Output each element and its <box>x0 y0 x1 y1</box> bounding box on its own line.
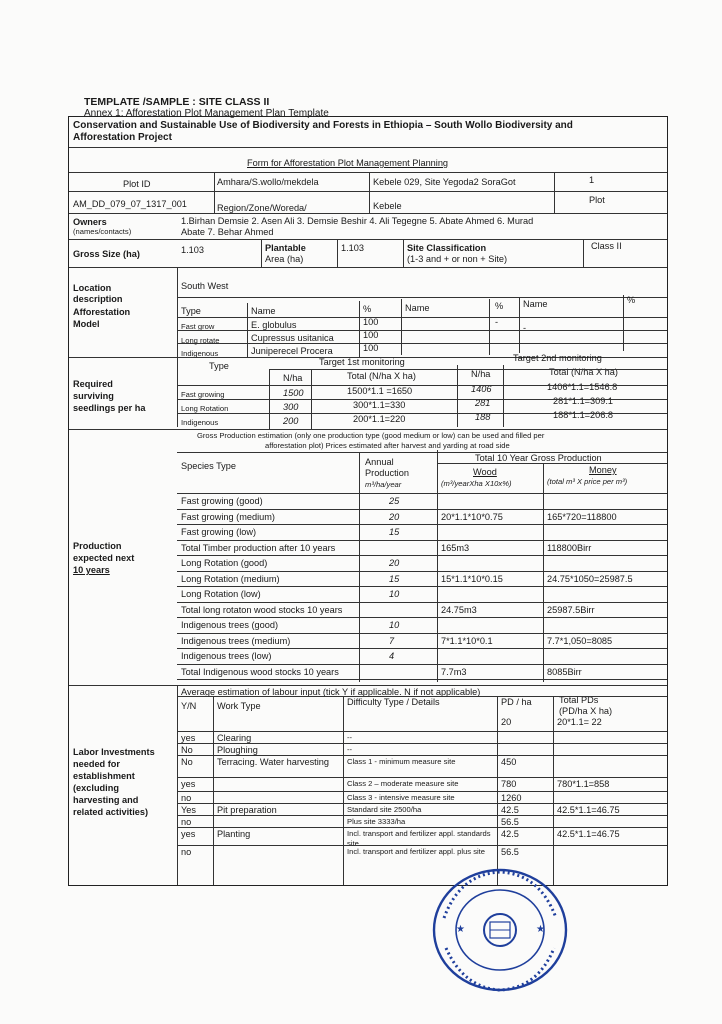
site-class-label: Site Classification <box>407 243 487 253</box>
model-pct-1: 100 <box>363 317 379 327</box>
labor-row-yn: no <box>181 847 192 857</box>
model-h-pct2: % <box>495 301 504 311</box>
plot-number: 1 <box>589 175 595 185</box>
production-row-label: Fast growing (low) <box>181 527 257 537</box>
labor-row-difficulty: Class 1 - minimum measure site <box>347 757 456 766</box>
gross-size-label: Gross Size (ha) <box>73 249 140 259</box>
production-row-money: 7.7*1,050=8085 <box>547 636 613 646</box>
seedlings-h-nha: N/ha <box>283 373 303 383</box>
seedlings-label-2: surviving <box>73 391 114 401</box>
labor-h-yn: Y/N <box>181 701 197 711</box>
labor-label-5: harvesting and <box>73 795 139 805</box>
model-type-3: Indigenous <box>181 349 219 358</box>
annual-header-1: Annual <box>365 457 394 467</box>
seedlings-tot2-1: 1406*1.1=1546.8 <box>547 382 618 392</box>
plot-id-value: AM_DD_079_07_1317_001 <box>73 199 187 209</box>
labor-row-difficulty: Incl. transport and fertilizer appl. plus site <box>347 847 486 856</box>
seedlings-tot2-2: 281*1.1=309.1 <box>553 396 614 406</box>
form-frame <box>68 116 668 886</box>
production-row-annual: 10 <box>389 620 400 630</box>
production-row-annual: 10 <box>389 589 400 599</box>
gross-size-value: 1.103 <box>181 245 204 255</box>
annual-header-2: Production <box>365 468 409 478</box>
owners-label: Owners <box>73 217 107 227</box>
species-type-header: Species Type <box>181 461 236 471</box>
production-row-wood: 165m3 <box>441 543 470 553</box>
production-row-annual: 7 <box>389 636 395 646</box>
official-seal-icon <box>420 862 580 1002</box>
model-name-1: E. globulus <box>251 320 297 330</box>
annex-title: Annex 1: Afforestation Plot Management Plan Template <box>84 108 329 119</box>
labor-row-difficulty: Class 2 – moderate measure site <box>347 779 459 788</box>
labor-h-total2: (PD/ha X ha) <box>559 706 613 716</box>
money-header: Money <box>589 465 617 475</box>
labor-row-work: Pit preparation <box>217 805 277 815</box>
svg-text:★: ★ <box>536 924 545 935</box>
model-h-pct3: % <box>627 295 636 305</box>
seedlings-tot2-3: 188*1.1=206.8 <box>553 410 614 420</box>
seedlings-h-total: Total (N/ha X ha) <box>347 371 416 381</box>
plot-location: Amhara/S.wollo/mekdela <box>217 177 319 187</box>
seedlings-h-total2: Total (N/ha X ha) <box>549 367 618 377</box>
plantable-value: 1.103 <box>341 243 364 253</box>
location-value: South West <box>181 281 229 291</box>
labor-row-total: 780*1.1=858 <box>557 779 610 789</box>
production-row-annual: 4 <box>389 651 395 661</box>
production-row-annual: 15 <box>389 527 400 537</box>
seedlings-label: Required <box>73 379 113 389</box>
labor-row-difficulty: Standard site 2500/ha <box>347 805 422 814</box>
model-label-2: Model <box>73 319 100 329</box>
seedlings-h-nha2: N/ha <box>471 369 491 379</box>
seedlings-tot1-2: 300*1.1=330 <box>353 400 406 410</box>
seedlings-type-1: Fast growing <box>181 390 225 399</box>
labor-row-yn: no <box>181 793 192 803</box>
seedlings-n1-3: 200 <box>283 416 299 426</box>
seedlings-n1-2: 300 <box>283 402 299 412</box>
production-row-money: 165*720=118800 <box>547 512 617 522</box>
production-row-annual: 20 <box>389 558 400 568</box>
model-h-name2: Name <box>405 303 430 313</box>
labor-row-pd: 56.5 <box>501 817 519 827</box>
production-row-label: Fast growing (good) <box>181 496 263 506</box>
production-row-label: Long Rotation (medium) <box>181 574 280 584</box>
labor-row-yn: yes <box>181 779 196 789</box>
labor-row-yn: No <box>181 757 193 767</box>
production-row-wood: 24.75m3 <box>441 605 477 615</box>
labor-row-total: 20*1.1= 22 <box>557 717 602 727</box>
owners-line-2: Abate 7. Behar Ahmed <box>181 227 274 237</box>
labor-row-pd: 1260 <box>501 793 522 803</box>
site-class-value: Class II <box>591 241 622 251</box>
production-label-2: expected next <box>73 553 135 563</box>
production-row-label: Total Timber production after 10 years <box>181 543 336 553</box>
owners-sub: (names/contacts) <box>73 227 132 236</box>
labor-label-2: needed for <box>73 759 120 769</box>
labor-row-work: Clearing <box>217 733 252 743</box>
labor-row-pd: 56.5 <box>501 847 519 857</box>
template-label: TEMPLATE /SAMPLE : SITE CLASS II <box>84 96 270 108</box>
production-row-annual: 15 <box>389 574 400 584</box>
labor-label-6: related activities) <box>73 807 149 817</box>
seedlings-tot1-1: 1500*1.1 =1650 <box>347 386 413 396</box>
plot-id-label: Plot ID <box>123 179 151 189</box>
production-row-label: Total long rotaton wood stocks 10 years <box>181 605 343 615</box>
labor-note: Average estimation of labour input (tick Y if applicable. N if not applicable) <box>181 687 481 697</box>
model-name-3: Juniperecel Procera <box>251 346 333 356</box>
production-row-money: 25987.5Birr <box>547 605 595 615</box>
labor-row-difficulty: -- <box>347 745 353 754</box>
seedlings-n2-2: 281 <box>475 398 491 408</box>
labor-h-pd: PD / ha <box>501 697 532 707</box>
kebele-label: Kebele <box>373 201 402 211</box>
model-type-1: Fast grow <box>181 322 215 331</box>
project-title-1: Conservation and Sustainable Use of Biodiversity and Forests in Ethiopia – South Wollo Biodiversity and <box>73 120 573 131</box>
production-row-wood: 7*1.1*10*0.1 <box>441 636 493 646</box>
production-row-money: 8085Birr <box>547 667 582 677</box>
labor-row-difficulty: Incl. transport and fertilizer appl. standards site <box>347 829 491 848</box>
seedlings-n2-1: 1406 <box>471 384 492 394</box>
owners-line-1: 1.Birhan Demsie 2. Asen Ali 3. Demsie Beshir 4. Ali Tegegne 5. Abate Ahmed 6. Murad <box>181 216 534 226</box>
wood-sub-header: (m³/yearXha X10x%) <box>441 479 512 488</box>
model-type-2: Long rotate <box>181 336 220 345</box>
production-note-2: afforestation plot) Prices estimated after harvest and yarding at road side <box>265 441 510 450</box>
svg-text:★: ★ <box>456 924 465 935</box>
labor-row-pd: 20 <box>501 717 512 727</box>
production-label: Production <box>73 541 122 551</box>
labor-row-yn: yes <box>181 733 196 743</box>
model-h-type: Type <box>181 306 201 316</box>
seedlings-type-2: Long Rotation <box>181 404 229 413</box>
project-title-2: Afforestation Project <box>73 132 172 143</box>
labor-row-work: Ploughing <box>217 745 258 755</box>
model-pct-2: 100 <box>363 330 379 340</box>
plantable-sub: Area (ha) <box>265 254 304 264</box>
labor-label: Labor Investments <box>73 747 155 757</box>
seedlings-tot1-3: 200*1.1=220 <box>353 414 406 424</box>
labor-h-total: Total PDs <box>559 695 599 705</box>
production-row-label: Total Indigenous wood stocks 10 years <box>181 667 339 677</box>
seedlings-h-type: Type <box>209 361 229 371</box>
labor-row-work: Terracing. Water harvesting <box>217 757 329 767</box>
model-name-2: Cupressus usitanica <box>251 333 334 343</box>
production-row-label: Long Rotation (good) <box>181 558 268 568</box>
labor-row-yn: yes <box>181 829 196 839</box>
model-label: Afforestation <box>73 307 131 317</box>
production-row-wood: 20*1.1*10*0.75 <box>441 512 503 522</box>
seedlings-n2-3: 188 <box>475 412 491 422</box>
model-pct-3: 100 <box>363 343 379 353</box>
seedlings-type-3: Indigenous <box>181 418 219 427</box>
labor-row-difficulty: Plus site 3333/ha <box>347 817 406 826</box>
production-row-label: Fast growing (medium) <box>181 512 275 522</box>
region-label: Region/Zone/Woreda/ <box>217 203 307 213</box>
model-extra-1: - <box>495 317 499 327</box>
labor-row-total: 42.5*1.1=46.75 <box>557 805 620 815</box>
model-h-name3: Name <box>523 299 548 309</box>
labor-row-pd: 42.5 <box>501 805 519 815</box>
production-row-wood: 7.7m3 <box>441 667 467 677</box>
production-row-label: Long Rotation (low) <box>181 589 261 599</box>
labor-row-work: Planting <box>217 829 251 839</box>
labor-row-yn: Yes <box>181 805 196 815</box>
production-row-label: Indigenous trees (good) <box>181 620 279 630</box>
labor-label-4: (excluding <box>73 783 119 793</box>
site-class-sub: (1-3 and + or non + Site) <box>407 254 508 264</box>
labor-row-difficulty: Class 3 - intensive measure site <box>347 793 455 802</box>
seedlings-h-target2: Target 2nd monitoring <box>513 353 602 363</box>
total10-header: Total 10 Year Gross Production <box>475 453 602 463</box>
seedlings-n1-1: 1500 <box>283 388 304 398</box>
seedlings-h-target1: Target 1st monitoring <box>319 357 405 367</box>
model-extra-2: - <box>523 323 527 333</box>
location-label-2: description <box>73 294 123 304</box>
seedlings-label-3: seedlings per ha <box>73 403 146 413</box>
money-sub-header: (total m³ X price per m³) <box>547 477 628 486</box>
labor-row-yn: No <box>181 745 193 755</box>
labor-row-pd: 450 <box>501 757 517 767</box>
production-row-label: Indigenous trees (medium) <box>181 636 291 646</box>
production-label-3: 10 years <box>73 565 110 575</box>
plot-label: Plot <box>589 195 605 205</box>
production-row-label: Indigenous trees (low) <box>181 651 272 661</box>
production-note-1: Gross Production estimation (only one production type (good medium or low) can be used and filled per <box>197 431 545 440</box>
model-h-name: Name <box>251 306 276 316</box>
location-label: Location <box>73 283 112 293</box>
labor-row-difficulty: -- <box>347 733 353 742</box>
labor-row-total: 42.5*1.1=46.75 <box>557 829 620 839</box>
labor-row-pd: 780 <box>501 779 517 789</box>
labor-label-3: establishment <box>73 771 135 781</box>
production-row-money: 118800Birr <box>547 543 592 553</box>
labor-row-pd: 42.5 <box>501 829 519 839</box>
production-row-wood: 15*1.1*10*0.15 <box>441 574 503 584</box>
labor-row-yn: no <box>181 817 192 827</box>
form-title: Form for Afforestation Plot Management Planning <box>247 158 449 168</box>
labor-h-work: Work Type <box>217 701 261 711</box>
annual-header-3: m³/ha/year <box>365 480 402 489</box>
model-h-pct: % <box>363 304 372 314</box>
wood-header: Wood <box>473 467 497 477</box>
production-row-money: 24.75*1050=25987.5 <box>547 574 633 584</box>
production-row-annual: 25 <box>389 496 400 506</box>
production-row-annual: 20 <box>389 512 400 522</box>
plantable-label: Plantable <box>265 243 306 253</box>
labor-h-diff: Difficulty Type / Details <box>347 697 440 707</box>
plot-kebele-site: Kebele 029, Site Yegoda2 SoraGot <box>373 177 516 187</box>
